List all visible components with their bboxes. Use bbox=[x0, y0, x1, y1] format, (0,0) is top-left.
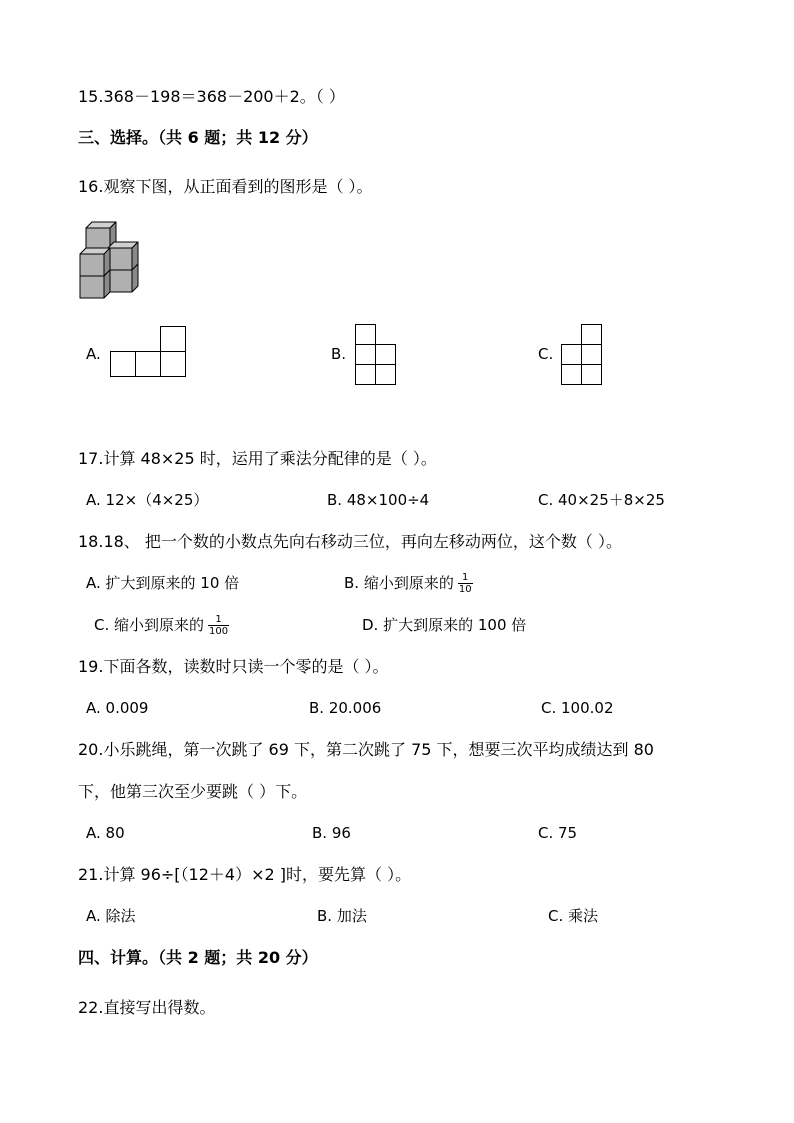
q18-option-d[interactable]: D. 扩大到原来的 100 倍 bbox=[362, 616, 527, 634]
q19-option-a[interactable]: A. 0.009 bbox=[86, 699, 149, 717]
q18-option-c[interactable] bbox=[94, 608, 229, 642]
q20-option-b[interactable]: B. 96 bbox=[312, 824, 351, 842]
cube-stack-figure bbox=[78, 220, 142, 300]
q16-option-b-label[interactable]: B. bbox=[331, 345, 347, 363]
q18-option-a[interactable]: A. 扩大到原来的 10 倍 bbox=[86, 574, 240, 592]
q17-option-a[interactable]: A. 12×（4×25） bbox=[86, 491, 209, 509]
q16-option-a-figure bbox=[110, 326, 188, 378]
fraction-numerator: 1 bbox=[208, 614, 229, 626]
question-22: 22.直接写出得数。 bbox=[78, 998, 216, 1017]
question-20-stem-line1: 20.小乐跳绳，第一次跳了 69 下，第二次跳了 75 下，想要三次平均成绩达到 80 bbox=[78, 740, 654, 759]
q18-option-b-text: B. 缩小到原来的 bbox=[344, 574, 454, 592]
question-20-stem-line2: 下，他第三次至少要跳（ ）下。 bbox=[78, 782, 308, 801]
question-19-stem: 19.下面各数，读数时只读一个零的是（ ）。 bbox=[78, 657, 389, 676]
q18-option-b[interactable] bbox=[344, 566, 473, 600]
q17-option-b[interactable]: B. 48×100÷4 bbox=[327, 491, 430, 509]
question-18-stem: 18.18、 把一个数的小数点先向右移动三位，再向左移动两位，这个数（ ）。 bbox=[78, 532, 622, 551]
fraction-denominator: 100 bbox=[209, 626, 229, 637]
q16-option-c-label[interactable]: C. bbox=[538, 345, 554, 363]
q21-option-a[interactable]: A. 除法 bbox=[86, 907, 136, 925]
question-21-stem: 21.计算 96÷[（12＋4）×2 ]时，要先算（ ）。 bbox=[78, 865, 412, 884]
q16-option-c-figure bbox=[561, 324, 603, 386]
section-3-heading: 三、选择。（共 6 题；共 12 分） bbox=[78, 128, 318, 147]
q21-option-b[interactable]: B. 加法 bbox=[317, 907, 367, 925]
question-15: 15.368－198＝368－200＋2。（ ） bbox=[78, 87, 345, 106]
section-4-heading: 四、计算。（共 2 题；共 20 分） bbox=[78, 948, 318, 967]
question-17-stem: 17.计算 48×25 时，运用了乘法分配律的是（ ）。 bbox=[78, 449, 437, 468]
q16-option-a-label[interactable]: A. bbox=[86, 345, 101, 363]
question-16-stem: 16.观察下图，从正面看到的图形是（ ）。 bbox=[78, 177, 373, 196]
q19-option-c[interactable]: C. 100.02 bbox=[541, 699, 614, 717]
q17-option-c[interactable]: C. 40×25＋8×25 bbox=[538, 491, 665, 509]
fraction-denominator: 10 bbox=[458, 584, 472, 595]
q21-option-c[interactable]: C. 乘法 bbox=[548, 907, 599, 925]
q20-option-c[interactable]: C. 75 bbox=[538, 824, 578, 842]
q18-option-c-fraction bbox=[208, 614, 229, 637]
q18-option-c-text: C. 缩小到原来的 bbox=[94, 616, 205, 634]
q16-option-b-figure bbox=[355, 324, 397, 386]
q19-option-b[interactable]: B. 20.006 bbox=[309, 699, 382, 717]
fraction-numerator: 1 bbox=[458, 572, 473, 584]
q18-option-b-fraction bbox=[458, 572, 473, 595]
q20-option-a[interactable]: A. 80 bbox=[86, 824, 125, 842]
